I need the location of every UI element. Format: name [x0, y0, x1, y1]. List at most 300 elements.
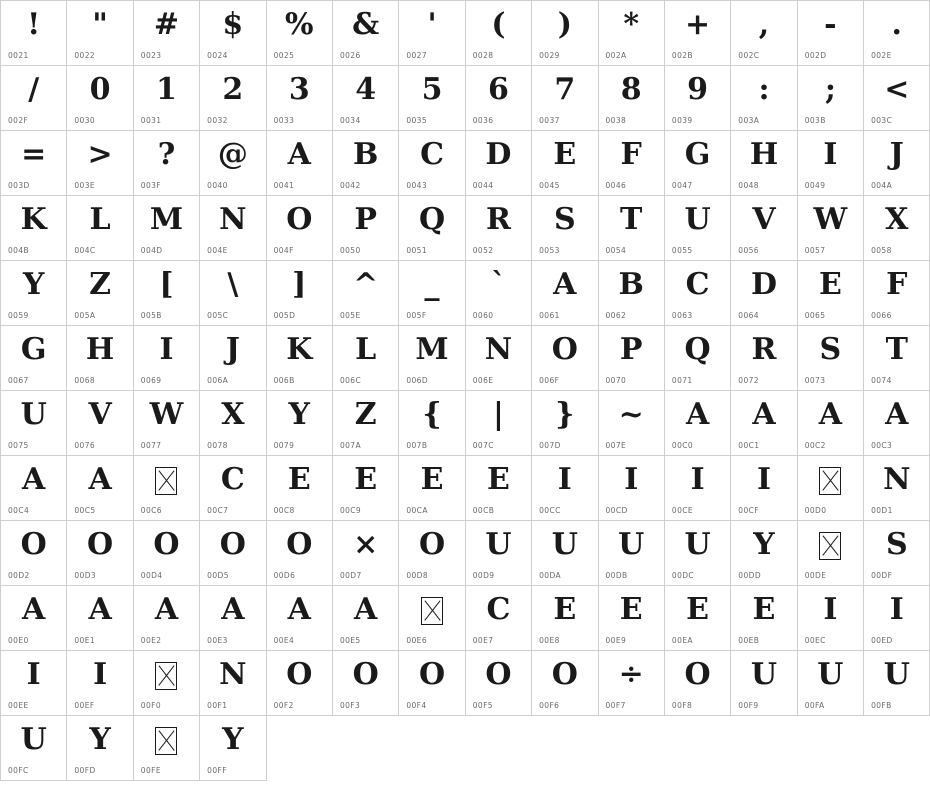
glyph-cell[interactable] — [466, 261, 532, 326]
glyph-cell[interactable] — [200, 651, 266, 716]
glyph-cell[interactable] — [267, 261, 333, 326]
glyph-cell[interactable] — [798, 1, 864, 66]
glyph-cell[interactable] — [731, 196, 797, 261]
glyph-cell[interactable] — [665, 131, 731, 196]
glyph-cell[interactable] — [67, 326, 133, 391]
glyph-codepoint: 00F4 — [406, 701, 427, 710]
glyph-preview: 7 — [554, 72, 576, 107]
glyph-codepoint: 00D5 — [207, 571, 229, 580]
glyph-cell[interactable] — [665, 326, 731, 391]
glyph-cell[interactable] — [532, 1, 598, 66]
glyph-codepoint: 00F6 — [539, 701, 560, 710]
glyph-cell[interactable] — [200, 196, 266, 261]
glyph-cell[interactable] — [599, 586, 665, 651]
glyph-cell[interactable] — [864, 391, 930, 456]
glyph-cell[interactable] — [1, 196, 67, 261]
glyph-preview: Y — [89, 722, 111, 757]
glyph-cell[interactable] — [665, 1, 731, 66]
glyph-cell[interactable] — [798, 651, 864, 716]
glyph-preview: $ — [222, 7, 244, 42]
glyph-cell[interactable] — [798, 456, 864, 521]
glyph-preview: ' — [427, 7, 437, 42]
glyph-cell[interactable] — [399, 586, 465, 651]
glyph-preview: : — [758, 72, 770, 107]
glyph-cell[interactable] — [267, 456, 333, 521]
glyph-cell[interactable] — [200, 261, 266, 326]
glyph-cell[interactable] — [134, 716, 200, 781]
glyph-codepoint: 0022 — [74, 51, 96, 60]
glyph-codepoint: 00D4 — [140, 571, 163, 580]
glyph-cell[interactable] — [200, 456, 266, 521]
glyph-codepoint: 00E5 — [339, 636, 361, 645]
glyph-cell[interactable] — [731, 1, 797, 66]
glyph-preview: / — [28, 72, 40, 107]
glyph-cell[interactable] — [399, 131, 465, 196]
glyph-cell[interactable] — [399, 456, 465, 521]
glyph-preview: S — [553, 202, 576, 237]
glyph-cell[interactable] — [532, 586, 598, 651]
glyph-codepoint: 0059 — [8, 311, 29, 320]
glyph-codepoint: 0075 — [8, 441, 29, 450]
glyph-preview: S — [819, 332, 842, 367]
glyph-cell[interactable] — [67, 66, 133, 131]
glyph-codepoint: 0064 — [738, 311, 759, 320]
glyph-cell[interactable] — [798, 131, 864, 196]
glyph-cell[interactable] — [864, 66, 930, 131]
glyph-cell[interactable] — [134, 651, 200, 716]
glyph-codepoint: 00F9 — [738, 701, 759, 710]
glyph-cell[interactable] — [599, 326, 665, 391]
glyph-cell[interactable] — [1, 456, 67, 521]
glyph-cell[interactable] — [665, 391, 731, 456]
glyph-preview: Z — [89, 267, 112, 302]
glyph-codepoint: 0056 — [738, 246, 759, 255]
glyph-preview: A — [22, 592, 46, 627]
glyph-cell[interactable] — [599, 131, 665, 196]
glyph-cell[interactable] — [134, 586, 200, 651]
glyph-cell[interactable] — [466, 651, 532, 716]
glyph-cell[interactable] — [67, 1, 133, 66]
glyph-preview: Y — [753, 527, 775, 562]
glyph-cell[interactable] — [200, 1, 266, 66]
glyph-cell[interactable] — [665, 521, 731, 586]
glyph-cell[interactable] — [731, 131, 797, 196]
glyph-cell[interactable] — [864, 586, 930, 651]
glyph-cell[interactable] — [665, 261, 731, 326]
glyph-preview: A — [88, 462, 112, 497]
glyph-cell[interactable] — [134, 261, 200, 326]
glyph-preview — [134, 653, 199, 697]
glyph-preview: O — [418, 527, 446, 562]
glyph-cell[interactable] — [798, 391, 864, 456]
glyph-cell[interactable] — [864, 326, 930, 391]
glyph-codepoint: 00D0 — [804, 506, 827, 515]
glyph-preview: 3 — [288, 72, 310, 107]
glyph-cell[interactable] — [864, 1, 930, 66]
glyph-cell[interactable] — [1, 716, 67, 781]
glyph-codepoint: 00ED — [871, 636, 893, 645]
glyph-codepoint: 00F3 — [339, 701, 361, 710]
glyph-codepoint: 002A — [605, 51, 627, 60]
glyph-preview: ! — [27, 7, 41, 42]
glyph-codepoint: 0062 — [605, 311, 627, 320]
glyph-codepoint: 0057 — [804, 246, 826, 255]
glyph-codepoint: 004E — [207, 246, 228, 255]
glyph-cell[interactable] — [599, 1, 665, 66]
glyph-cell[interactable] — [333, 326, 399, 391]
glyph-codepoint: 005D — [273, 311, 296, 320]
glyph-cell[interactable] — [67, 391, 133, 456]
glyph-cell[interactable] — [399, 1, 465, 66]
glyph-codepoint: 00E8 — [539, 636, 560, 645]
glyph-codepoint: 00C5 — [74, 506, 96, 515]
glyph-codepoint: 00C6 — [140, 506, 162, 515]
glyph-codepoint: 00F2 — [273, 701, 294, 710]
glyph-codepoint: 0053 — [539, 246, 560, 255]
glyph-cell[interactable] — [731, 456, 797, 521]
glyph-preview: Z — [354, 397, 377, 432]
glyph-codepoint: 003D — [8, 181, 30, 190]
glyph-preview: X — [221, 397, 245, 432]
glyph-cell[interactable] — [532, 521, 598, 586]
glyph-cell[interactable] — [200, 66, 266, 131]
glyph-cell[interactable] — [665, 66, 731, 131]
glyph-preview: I — [159, 332, 174, 367]
glyph-cell[interactable] — [532, 456, 598, 521]
glyph-cell[interactable] — [599, 261, 665, 326]
glyph-preview: A — [287, 137, 311, 172]
glyph-codepoint: 0039 — [671, 116, 693, 125]
glyph-codepoint: 0036 — [472, 116, 494, 125]
glyph-preview: > — [87, 137, 113, 172]
glyph-cell[interactable] — [333, 521, 399, 586]
glyph-preview: × — [353, 527, 379, 562]
glyph-preview: O — [551, 332, 578, 367]
glyph-cell[interactable] — [200, 131, 266, 196]
glyph-cell[interactable] — [333, 131, 399, 196]
glyph-preview: | — [492, 397, 504, 432]
glyph-codepoint: 004B — [8, 246, 30, 255]
glyph-cell[interactable] — [267, 326, 333, 391]
glyph-cell[interactable] — [67, 586, 133, 651]
glyph-codepoint: 00FC — [8, 766, 29, 775]
glyph-codepoint: 00C8 — [273, 506, 295, 515]
glyph-codepoint: 00DE — [804, 571, 827, 580]
glyph-cell[interactable] — [798, 326, 864, 391]
empty-cell — [599, 716, 665, 781]
glyph-cell[interactable] — [665, 586, 731, 651]
glyph-codepoint: 006A — [207, 376, 229, 385]
glyph-codepoint: 0041 — [273, 181, 295, 190]
glyph-cell[interactable] — [466, 131, 532, 196]
glyph-cell[interactable] — [731, 261, 797, 326]
glyph-preview: " — [92, 7, 108, 42]
glyph-cell[interactable] — [200, 391, 266, 456]
glyph-preview: , — [758, 7, 770, 42]
glyph-cell[interactable] — [798, 66, 864, 131]
glyph-preview: E — [486, 462, 510, 497]
glyph-cell[interactable] — [466, 521, 532, 586]
glyph-codepoint: 00CC — [539, 506, 561, 515]
glyph-cell[interactable] — [532, 326, 598, 391]
glyph-cell[interactable] — [1, 326, 67, 391]
glyph-cell[interactable] — [599, 391, 665, 456]
glyph-cell[interactable] — [466, 326, 532, 391]
glyph-cell[interactable] — [864, 521, 930, 586]
glyph-cell[interactable] — [1, 261, 67, 326]
glyph-cell[interactable] — [399, 651, 465, 716]
glyph-preview: 6 — [487, 72, 509, 107]
empty-cell — [466, 716, 532, 781]
glyph-preview: J — [889, 137, 904, 172]
glyph-codepoint: 0037 — [539, 116, 560, 125]
glyph-cell[interactable] — [134, 131, 200, 196]
glyph-codepoint: 0038 — [605, 116, 627, 125]
glyph-preview: E — [818, 267, 842, 302]
glyph-preview: U — [750, 657, 778, 692]
glyph-codepoint: 00FE — [140, 766, 161, 775]
glyph-cell[interactable] — [267, 66, 333, 131]
glyph-cell[interactable] — [67, 456, 133, 521]
glyph-cell[interactable] — [399, 66, 465, 131]
glyph-preview: H — [749, 137, 779, 172]
empty-cell — [399, 716, 465, 781]
glyph-cell[interactable] — [399, 391, 465, 456]
glyph-cell[interactable] — [599, 456, 665, 521]
glyph-cell[interactable] — [333, 196, 399, 261]
glyph-cell[interactable] — [267, 651, 333, 716]
glyph-preview: } — [555, 397, 575, 432]
glyph-preview: E — [619, 592, 643, 627]
glyph-codepoint: 0060 — [472, 311, 494, 320]
glyph-codepoint: 0051 — [406, 246, 428, 255]
glyph-codepoint: 0069 — [140, 376, 162, 385]
glyph-codepoint: 0043 — [406, 181, 428, 190]
glyph-cell[interactable] — [532, 66, 598, 131]
glyph-preview: E — [686, 592, 710, 627]
glyph-cell[interactable] — [267, 586, 333, 651]
glyph-preview: F — [886, 267, 908, 302]
glyph-codepoint: 00F0 — [140, 701, 162, 710]
glyph-preview: E — [420, 462, 444, 497]
glyph-codepoint: 0033 — [273, 116, 295, 125]
glyph-cell[interactable] — [67, 196, 133, 261]
glyph-preview: I — [26, 657, 41, 692]
glyph-cell[interactable] — [200, 326, 266, 391]
glyph-cell[interactable] — [267, 521, 333, 586]
glyph-codepoint: 004F — [273, 246, 294, 255]
glyph-cell[interactable] — [333, 391, 399, 456]
glyph-cell[interactable] — [67, 651, 133, 716]
glyph-preview: A — [885, 397, 909, 432]
glyph-codepoint: 0030 — [74, 116, 96, 125]
glyph-preview: C — [685, 267, 710, 302]
glyph-cell[interactable] — [399, 261, 465, 326]
glyph-cell[interactable] — [864, 131, 930, 196]
glyph-codepoint: 0032 — [207, 116, 228, 125]
glyph-codepoint: 006B — [273, 376, 295, 385]
glyph-preview: G — [684, 137, 711, 172]
glyph-preview: A — [553, 267, 577, 302]
glyph-preview: I — [690, 462, 705, 497]
glyph-cell[interactable] — [731, 586, 797, 651]
glyph-preview: A — [752, 397, 776, 432]
glyph-cell[interactable] — [333, 261, 399, 326]
glyph-preview: E — [752, 592, 776, 627]
glyph-cell[interactable] — [399, 521, 465, 586]
glyph-codepoint: 005B — [140, 311, 162, 320]
glyph-cell[interactable] — [864, 456, 930, 521]
glyph-cell[interactable] — [532, 651, 598, 716]
glyph-preview: ~ — [618, 397, 644, 432]
glyph-cell[interactable] — [134, 1, 200, 66]
glyph-cell[interactable] — [532, 131, 598, 196]
glyph-cell[interactable] — [399, 326, 465, 391]
glyph-codepoint: 0068 — [74, 376, 96, 385]
glyph-cell[interactable] — [1, 131, 67, 196]
glyph-preview: @ — [217, 137, 248, 172]
glyph-cell[interactable] — [267, 1, 333, 66]
glyph-codepoint: 0063 — [671, 311, 693, 320]
glyph-preview: L — [89, 202, 111, 237]
glyph-cell[interactable] — [1, 66, 67, 131]
glyph-cell[interactable] — [731, 651, 797, 716]
glyph-cell[interactable] — [864, 651, 930, 716]
glyph-preview: F — [620, 137, 642, 172]
glyph-cell[interactable] — [67, 261, 133, 326]
glyph-cell[interactable] — [134, 326, 200, 391]
glyph-cell[interactable] — [532, 391, 598, 456]
glyph-preview: U — [684, 202, 711, 237]
glyph-cell[interactable] — [864, 261, 930, 326]
glyph-cell[interactable] — [665, 196, 731, 261]
glyph-cell[interactable] — [134, 456, 200, 521]
glyph-codepoint: 0044 — [472, 181, 494, 190]
glyph-preview: W — [813, 202, 848, 237]
notdef-icon — [819, 532, 841, 560]
glyph-cell[interactable] — [1, 586, 67, 651]
glyph-cell[interactable] — [798, 261, 864, 326]
glyph-cell[interactable] — [1, 1, 67, 66]
glyph-cell[interactable] — [665, 651, 731, 716]
glyph-cell[interactable] — [599, 651, 665, 716]
glyph-codepoint: 0050 — [339, 246, 361, 255]
glyph-cell[interactable] — [731, 391, 797, 456]
glyph-preview: O — [286, 527, 313, 562]
glyph-cell[interactable] — [532, 196, 598, 261]
glyph-cell[interactable] — [67, 131, 133, 196]
glyph-codepoint: 0078 — [207, 441, 228, 450]
glyph-codepoint: 00DD — [738, 571, 761, 580]
glyph-codepoint: 00EE — [8, 701, 29, 710]
glyph-cell[interactable] — [333, 1, 399, 66]
glyph-cell[interactable] — [267, 196, 333, 261]
glyph-codepoint: 006E — [472, 376, 494, 385]
glyph-preview: U — [618, 527, 645, 562]
glyph-cell[interactable] — [399, 196, 465, 261]
glyph-cell[interactable] — [599, 521, 665, 586]
glyph-preview: A — [685, 397, 710, 432]
glyph-cell[interactable] — [1, 521, 67, 586]
glyph-cell[interactable] — [798, 521, 864, 586]
glyph-codepoint: 00FF — [207, 766, 227, 775]
glyph-cell[interactable] — [134, 66, 200, 131]
glyph-codepoint: 0040 — [207, 181, 228, 190]
glyph-cell[interactable] — [466, 66, 532, 131]
glyph-cell[interactable] — [1, 651, 67, 716]
glyph-codepoint: 007B — [406, 441, 428, 450]
glyph-preview: 0 — [89, 72, 111, 107]
glyph-cell[interactable] — [466, 196, 532, 261]
glyph-preview: 1 — [156, 72, 177, 107]
glyph-codepoint: 002E — [871, 51, 892, 60]
glyph-preview: A — [221, 592, 245, 627]
glyph-preview: O — [219, 527, 246, 562]
glyph-cell[interactable] — [67, 521, 133, 586]
glyph-cell[interactable] — [67, 716, 133, 781]
glyph-preview: D — [750, 267, 777, 302]
glyph-cell[interactable] — [466, 586, 532, 651]
glyph-cell[interactable] — [731, 326, 797, 391]
glyph-cell[interactable] — [731, 66, 797, 131]
glyph-preview: C — [486, 592, 511, 627]
glyph-cell[interactable] — [599, 66, 665, 131]
glyph-cell[interactable] — [200, 586, 266, 651]
glyph-cell[interactable] — [798, 196, 864, 261]
glyph-cell[interactable] — [599, 196, 665, 261]
glyph-cell[interactable] — [466, 391, 532, 456]
glyph-codepoint: 00E4 — [273, 636, 295, 645]
glyph-cell[interactable] — [200, 716, 266, 781]
glyph-codepoint: 0065 — [804, 311, 826, 320]
glyph-cell[interactable] — [134, 521, 200, 586]
glyph-codepoint: 0025 — [273, 51, 295, 60]
glyph-codepoint: 00D6 — [273, 571, 296, 580]
glyph-cell[interactable] — [798, 586, 864, 651]
glyph-cell[interactable] — [134, 391, 200, 456]
glyph-preview: B — [352, 137, 379, 172]
glyph-codepoint: 0073 — [804, 376, 826, 385]
glyph-preview: Y — [222, 722, 244, 757]
glyph-cell[interactable] — [731, 521, 797, 586]
glyph-cell[interactable] — [200, 521, 266, 586]
glyph-codepoint: 00C2 — [804, 441, 826, 450]
glyph-cell[interactable] — [333, 66, 399, 131]
glyph-cell[interactable] — [134, 196, 200, 261]
glyph-cell[interactable] — [665, 456, 731, 521]
glyph-codepoint: 003B — [804, 116, 826, 125]
glyph-cell[interactable] — [466, 1, 532, 66]
glyph-codepoint: 00EA — [671, 636, 693, 645]
glyph-codepoint: 0048 — [738, 181, 759, 190]
glyph-preview: U — [684, 527, 711, 562]
glyph-cell[interactable] — [267, 391, 333, 456]
glyph-cell[interactable] — [1, 391, 67, 456]
glyph-preview: P — [354, 202, 377, 237]
notdef-icon — [155, 467, 177, 495]
glyph-cell[interactable] — [333, 651, 399, 716]
glyph-codepoint: 0079 — [273, 441, 295, 450]
glyph-cell[interactable] — [532, 261, 598, 326]
glyph-preview: ] — [292, 267, 307, 302]
glyph-codepoint: 00E9 — [605, 636, 627, 645]
glyph-cell[interactable] — [333, 586, 399, 651]
glyph-cell[interactable] — [864, 196, 930, 261]
glyph-cell[interactable] — [466, 456, 532, 521]
glyph-cell[interactable] — [267, 131, 333, 196]
glyph-cell[interactable] — [333, 456, 399, 521]
glyph-codepoint: 00F1 — [207, 701, 228, 710]
